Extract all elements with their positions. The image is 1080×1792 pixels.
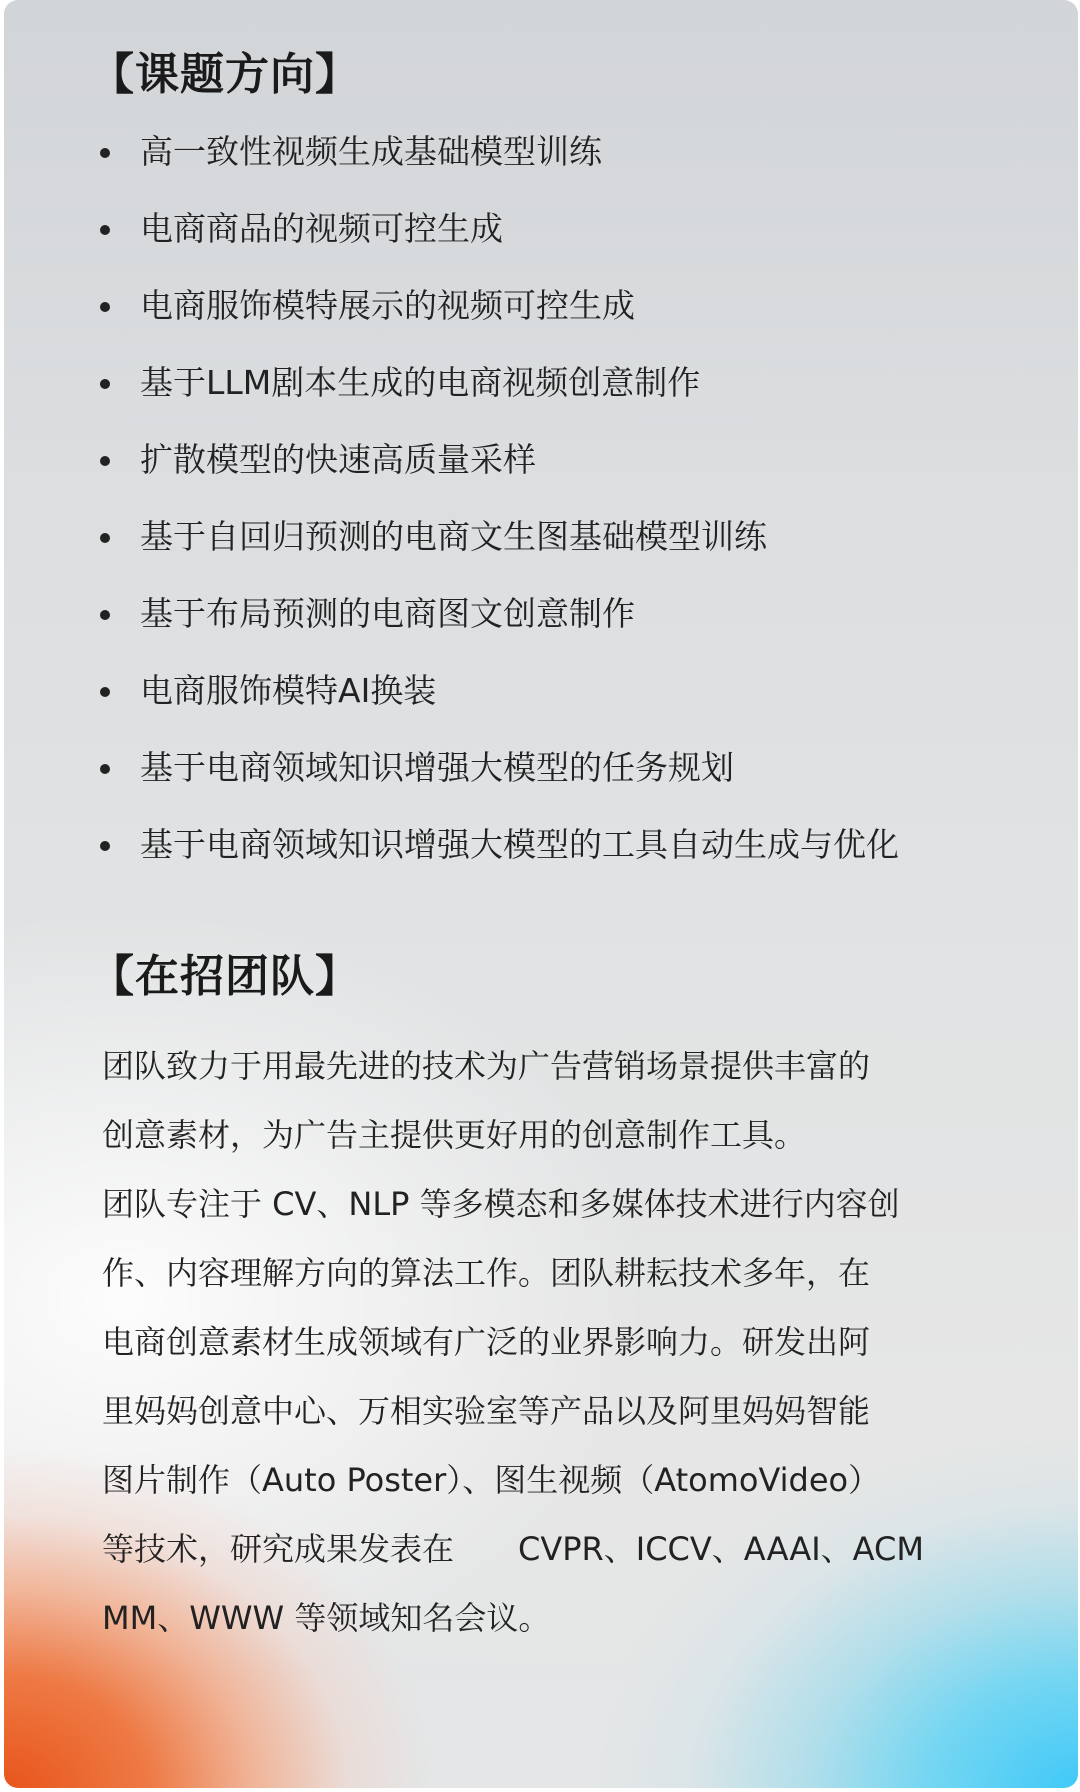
- team-text-line: 里妈妈创意中心、万相实验室等产品以及阿里妈妈智能: [102, 1392, 871, 1430]
- team-text-line: 作、内容理解方向的算法工作。团队耕耘技术多年，在: [102, 1254, 871, 1292]
- topic-text: 扩散模型的快速高质量采样: [140, 440, 536, 479]
- topic-text: 基于布局预测的电商图文创意制作: [140, 594, 635, 633]
- list-item: [100, 361, 899, 438]
- topic-text: 基于电商领域知识增强大模型的任务规划: [140, 748, 734, 787]
- topic-text: 基于电商领域知识增强大模型的工具自动生成与优化: [140, 825, 899, 864]
- topic-text: 基于LLM剧本生成的电商视频创意制作: [140, 363, 701, 402]
- topics-heading: 【课题方向】: [90, 49, 360, 100]
- list-item: [100, 207, 899, 284]
- list-item: [100, 592, 899, 669]
- bullet-dot-icon: [100, 841, 110, 851]
- bullet-dot-icon: [100, 225, 110, 235]
- team-text-line: 图片制作（Auto Poster）、图生视频（AtomoVideo）: [102, 1461, 881, 1499]
- team-description: [102, 1032, 962, 1653]
- list-item: [100, 284, 899, 361]
- topic-text: 高一致性视频生成基础模型训练: [140, 132, 602, 171]
- bullet-dot-icon: [100, 687, 110, 697]
- bullet-dot-icon: [100, 379, 110, 389]
- team-text-line: 团队专注于 CV、NLP 等多模态和多媒体技术进行内容创: [102, 1185, 900, 1223]
- team-text-line: MM、WWW 等领域知名会议。: [102, 1599, 551, 1637]
- team-text-line: 创意素材，为广告主提供更好用的创意制作工具。: [102, 1116, 807, 1154]
- topic-text: 电商服饰模特展示的视频可控生成: [140, 286, 635, 325]
- team-text-line: 团队致力于用最先进的技术为广告营销场景提供丰富的: [102, 1047, 871, 1085]
- list-item: [100, 669, 899, 746]
- topic-text: 基于自回归预测的电商文生图基础模型训练: [140, 517, 767, 556]
- bullet-dot-icon: [100, 533, 110, 543]
- bullet-dot-icon: [100, 610, 110, 620]
- bullet-dot-icon: [100, 302, 110, 312]
- bullet-dot-icon: [100, 456, 110, 466]
- list-item: [100, 746, 899, 823]
- list-item: [100, 515, 899, 592]
- team-heading: 【在招团队】: [90, 951, 360, 1002]
- topic-text: 电商商品的视频可控生成: [140, 209, 503, 248]
- bullet-dot-icon: [100, 148, 110, 158]
- list-item: [100, 438, 899, 515]
- list-item: [100, 823, 899, 900]
- team-text-line: 等技术，研究成果发表在 CVPR、ICCV、AAAI、ACM: [102, 1530, 924, 1568]
- list-item: [100, 130, 899, 207]
- team-text-line: 电商创意素材生成领域有广泛的业界影响力。研发出阿: [102, 1323, 871, 1361]
- content-card: [4, 0, 1078, 1788]
- topics-list: [100, 130, 899, 900]
- bullet-dot-icon: [100, 764, 110, 774]
- topic-text: 电商服饰模特AI换装: [140, 671, 437, 710]
